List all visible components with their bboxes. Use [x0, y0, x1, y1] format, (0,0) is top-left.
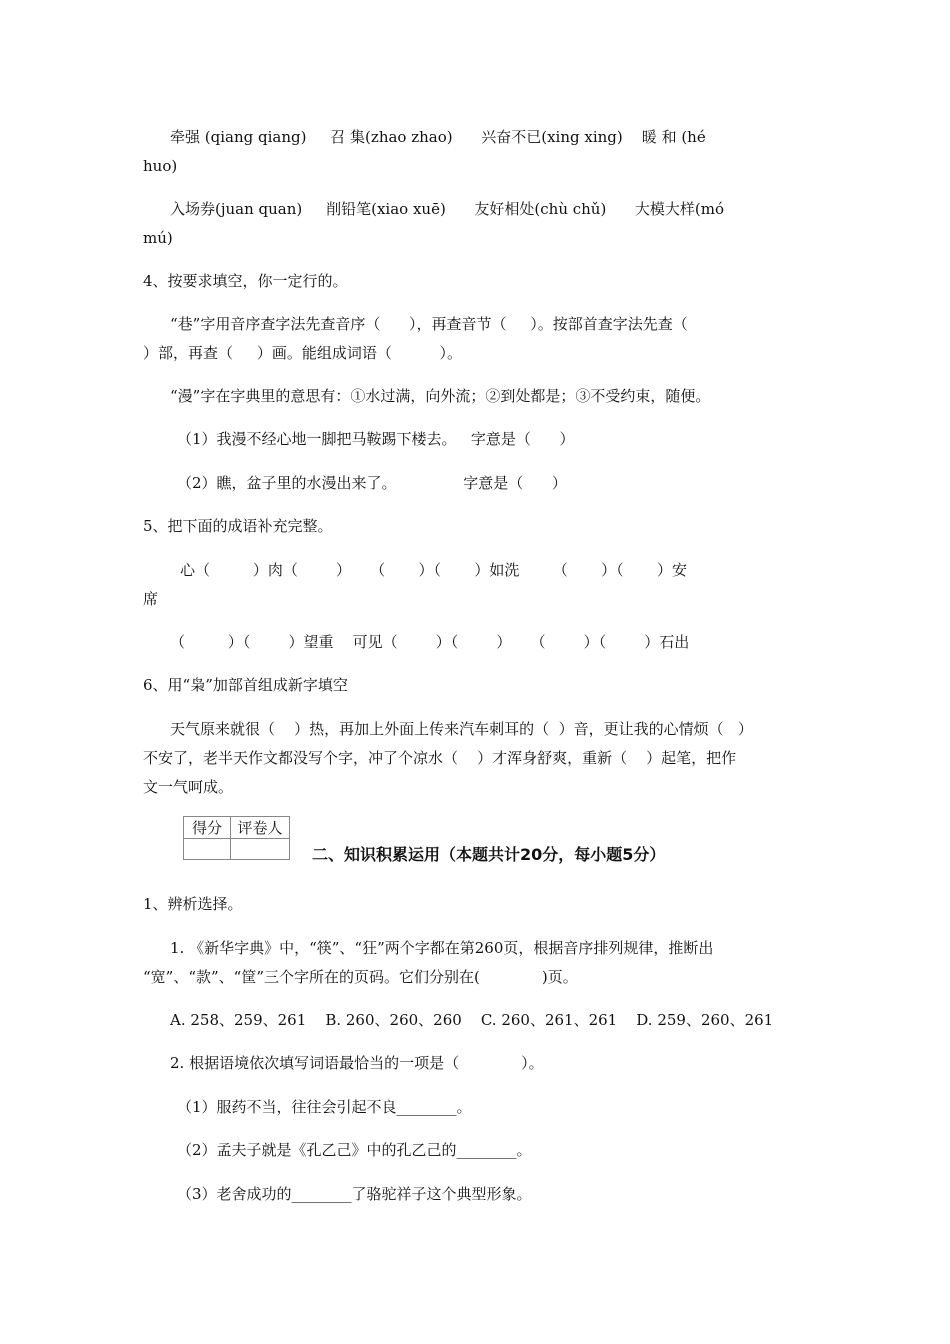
s2-q2-title: 2. 根据语境依次填写词语最恰当的一项是（ ）。	[170, 1054, 544, 1072]
q6-line-3: 文一气呵成。	[143, 778, 234, 796]
q4-line-3: “漫”字在字典里的意思有：①水过满，向外流；②到处都是；③不受约束，随便。	[170, 387, 711, 405]
question-5-title: 5、把下面的成语补充完整。	[143, 517, 333, 535]
section2-q1-title: 1、辨析选择。	[143, 895, 243, 913]
pinyin-line-2: 入场券(juan quan) 削铅笔(xiao xuē) 友好相处(chù chǔ) 大模大样(mó	[170, 200, 725, 218]
q4-item-2: （2）瞧，盆子里的水漫出来了。 字意是（ ）	[177, 474, 567, 492]
s2-q1-options: A. 258、259、261 B. 260、260、260 C. 260、261、261 D. 259、260、261	[170, 1011, 774, 1029]
grader-cell	[231, 839, 290, 860]
q6-line-1: 天气原来就很（ ）热，再加上外面上传来汽车刺耳的（ ）音，更让我的心情烦（ ）	[170, 720, 753, 738]
question-6-title: 6、用“枭”加部首组成新字填空	[143, 676, 348, 694]
s2-q2-item-3: （3）老舍成功的________了骆驼祥子这个典型形象。	[177, 1185, 532, 1203]
q5-line-2: （ ）（ ）望重 可见（ ）（ ） （ ）（ ）石出	[170, 633, 690, 651]
q5-line-1-cont: 席	[143, 590, 159, 608]
s2-q2-item-1: （1）服药不当，往往会引起不良________。	[177, 1098, 472, 1116]
s2-q1-line-1: 1. 《新华字典》中，“筷”、“狂”两个字都在第260页，根据音序排列规律，推断出	[170, 939, 714, 957]
q4-line-1: “巷”字用音序查字法先查音序（ ），再查音节（ ）。按部首查字法先查（	[170, 315, 688, 333]
section-title: 二、知识积累运用（本题共计20分，每小题5分）	[312, 845, 666, 864]
grader-label: 评卷人	[231, 817, 290, 839]
s2-q2-item-2: （2）孟夫子就是《孔乙己》中的孔乙己的________。	[177, 1141, 532, 1159]
score-cell	[184, 839, 231, 860]
q5-line-1: 心（ ）肉（ ） （ ）（ ）如洗 （ ）（ ）安	[180, 561, 688, 579]
pinyin-line-1-cont: huo)	[143, 157, 178, 175]
s2-q1-line-2: “宽”、“款”、“筐”三个字所在的页码。它们分别在( )页。	[143, 968, 578, 986]
q6-line-2: 不安了，老半天作文都没写个字，冲了个凉水（ ）才浑身舒爽，重新（ ）起笔，把作	[143, 749, 737, 767]
score-box	[183, 816, 290, 860]
question-4-title: 4、按要求填空，你一定行的。	[143, 272, 348, 290]
q4-item-1: （1）我漫不经心地一脚把马鞍踢下楼去。 字意是（ ）	[177, 430, 575, 448]
pinyin-line-1: 牵强 (qiang qiang) 召 集(zhao zhao) 兴奋不已(xing xing) 暖 和 (hé	[170, 128, 706, 146]
pinyin-line-2-cont: mú)	[143, 229, 173, 247]
q4-line-2: ）部，再查（ ）画。能组成词语（ ）。	[143, 344, 463, 362]
score-label: 得分	[184, 817, 231, 839]
